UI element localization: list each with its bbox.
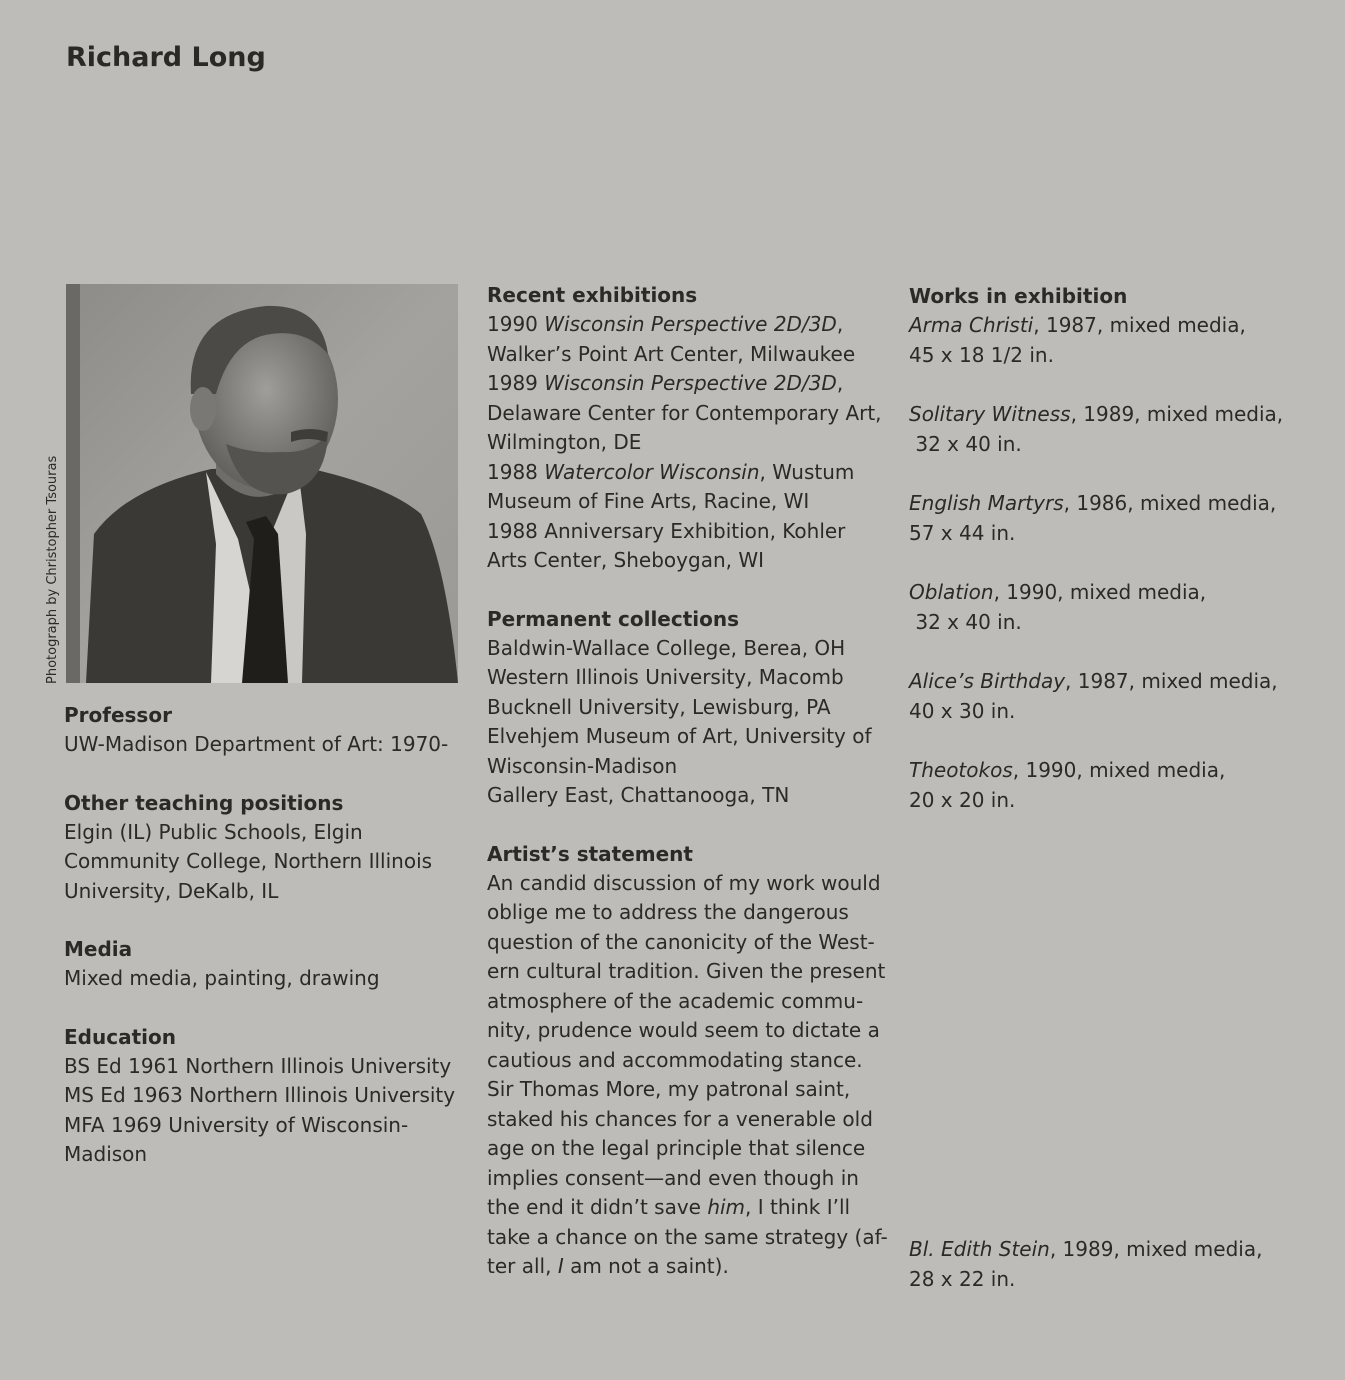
page-title: Richard Long: [66, 42, 266, 73]
work-title: Alice’s Birthday: [909, 669, 1066, 693]
media-line: Mixed media, painting, drawing: [64, 966, 380, 990]
work-item: [909, 400, 1309, 459]
statement-line: staked his chances for a venerable old: [487, 1106, 873, 1131]
work-size: 32 x 40 in.: [909, 609, 1022, 634]
work-item: [909, 311, 1309, 370]
artist-portrait-photo: [66, 284, 458, 683]
statement-line: oblige me to address the dangerous: [487, 900, 849, 924]
work-item: [909, 578, 1309, 637]
work-line: [909, 578, 1309, 608]
statement-line: An candid discussion of my work would: [487, 870, 881, 895]
other-teaching-line: Community College, Northern Illinois: [64, 849, 433, 873]
work-size: 57 x 44 in.: [909, 520, 1016, 545]
exhibition-title: Wisconsin Perspective 2D/3D: [544, 371, 837, 395]
professor-section: [64, 700, 464, 760]
artists-statement-heading: Artist’s statement: [487, 841, 693, 866]
work-line: [909, 400, 1309, 430]
exhibition-year: 1989: [487, 371, 545, 395]
statement-line: age on the legal principle that silence: [487, 1136, 866, 1160]
work-item: [909, 1235, 1262, 1294]
work-title: English Martyrs: [909, 491, 1064, 515]
education-line: BS Ed 1961 Northern Illinois University: [64, 1053, 452, 1078]
collection-line: Baldwin-Wallace College, Berea, OH: [487, 635, 846, 660]
collection-line: Bucknell University, Lewisburg, PA: [487, 694, 831, 719]
exhibition-line: Walker’s Point Art Center, Milwaukee: [487, 341, 856, 366]
other-teaching-heading: Other teaching positions: [64, 790, 344, 815]
work-line: [909, 667, 1309, 697]
exhibition-line: Arts Center, Sheboygan, WI: [487, 548, 765, 572]
collection-line: Gallery East, Chattanooga, TN: [487, 783, 790, 807]
work-line: [909, 756, 1309, 786]
exhibition-tail: , Wustum: [759, 459, 855, 484]
professor-heading: Professor: [64, 703, 172, 727]
education-line: MFA 1969 University of Wisconsin-: [64, 1112, 409, 1137]
work-details: , 1986, mixed media,: [1063, 491, 1277, 515]
media-heading: Media: [64, 937, 133, 961]
works-column: [909, 281, 1309, 845]
other-teaching-section: [64, 788, 464, 907]
statement-emphasis: him: [707, 1195, 746, 1219]
work-line: [909, 311, 1309, 341]
work-size: 32 x 40 in.: [909, 431, 1022, 456]
statement-line: [487, 1252, 887, 1282]
work-details: , 1987, mixed media,: [1065, 669, 1278, 693]
exhibition-title: Wisconsin Perspective 2D/3D: [544, 312, 837, 336]
exhibition-line: Delaware Center for Contemporary Art,: [487, 400, 882, 425]
work-title: Theotokos: [909, 758, 1013, 782]
photo-credit: Photograph by Christopher Tsouras: [45, 455, 60, 684]
left-column: [64, 700, 464, 1198]
collection-line: Wisconsin-Madison: [487, 753, 678, 778]
statement-line: nity, prudence would seem to dictate a: [487, 1018, 880, 1042]
exhibition-line: 1988 Anniversary Exhibition, Kohler: [487, 518, 846, 543]
collection-line: Elvehjem Museum of Art, University of: [487, 724, 872, 748]
work-size: 28 x 22 in.: [909, 1266, 1016, 1291]
statement-line: question of the canonicity of the West-: [487, 929, 875, 954]
exhibition-line: [487, 458, 887, 488]
permanent-collections-section: [487, 604, 887, 811]
recent-exhibitions-heading: Recent exhibitions: [487, 283, 698, 307]
other-teaching-line: Elgin (IL) Public Schools, Elgin: [64, 819, 363, 844]
work-line: [909, 1235, 1262, 1265]
work-details: , 1987, mixed media,: [1033, 313, 1246, 337]
statement-line: take a chance on the same strategy (af-: [487, 1224, 888, 1249]
statement-emphasis: I: [557, 1254, 564, 1278]
exhibition-year: 1990: [487, 312, 545, 336]
work-details: , 1989, mixed media,: [1049, 1237, 1263, 1261]
collection-line: Western Illinois University, Macomb: [487, 665, 844, 689]
work-size: 40 x 30 in.: [909, 698, 1016, 723]
statement-line: [487, 1193, 887, 1223]
work-title: Bl. Edith Stein: [909, 1237, 1050, 1261]
statement-line: atmosphere of the academic commu-: [487, 988, 864, 1013]
works-heading: Works in exhibition: [909, 284, 1128, 308]
statement-line: Sir Thomas More, my patronal saint,: [487, 1077, 851, 1101]
exhibition-line: [487, 310, 887, 340]
statement-line: ern cultural tradition. Given the present: [487, 959, 886, 983]
exhibition-line: [487, 369, 887, 399]
work-size: 20 x 20 in.: [909, 787, 1016, 812]
work-title: Oblation: [909, 580, 994, 604]
work-details: , 1990, mixed media,: [993, 580, 1207, 604]
statement-line: implies consent—and even though in: [487, 1165, 859, 1190]
education-section: [64, 1022, 464, 1170]
work-item: [909, 756, 1309, 815]
education-line: MS Ed 1963 Northern Illinois University: [64, 1083, 456, 1107]
work-item: [909, 489, 1309, 548]
work-title: Solitary Witness: [909, 402, 1071, 426]
middle-column: [487, 280, 887, 1310]
exhibition-tail: ,: [836, 371, 844, 395]
work-details: , 1989, mixed media,: [1070, 402, 1284, 426]
statement-line: cautious and accommodating stance.: [487, 1047, 863, 1072]
exhibition-line: Wilmington, DE: [487, 430, 642, 454]
education-heading: Education: [64, 1024, 176, 1049]
work-item: [909, 667, 1309, 726]
exhibition-tail: ,: [836, 312, 844, 336]
statement-text: am not a saint).: [563, 1254, 729, 1278]
education-line: Madison: [64, 1142, 148, 1166]
exhibition-year: 1988: [487, 459, 545, 484]
statement-text: the end it didn’t save: [487, 1195, 708, 1219]
media-section: [64, 934, 464, 994]
professor-line: UW-Madison Department of Art: 1970-: [64, 732, 449, 756]
other-teaching-line: University, DeKalb, IL: [64, 878, 279, 903]
work-title: Arma Christi: [909, 313, 1034, 337]
recent-exhibitions-section: [487, 280, 887, 576]
work-details: , 1990, mixed media,: [1012, 758, 1226, 782]
permanent-collections-heading: Permanent collections: [487, 606, 740, 631]
statement-text: ter all,: [487, 1254, 558, 1278]
statement-text: , I think I’ll: [745, 1195, 851, 1219]
work-size: 45 x 18 1/2 in.: [909, 342, 1054, 367]
artists-statement-section: [487, 839, 887, 1282]
exhibition-line: Museum of Fine Arts, Racine, WI: [487, 489, 810, 513]
exhibition-title: Watercolor Wisconsin: [544, 459, 760, 484]
work-line: [909, 489, 1309, 519]
